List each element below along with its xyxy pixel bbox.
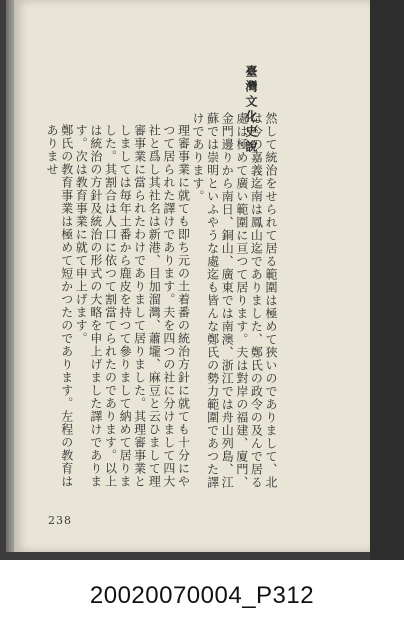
- running-head: 臺灣文化史說: [244, 65, 258, 155]
- body-text: [45, 112, 278, 496]
- paragraph: 然して統治をせられて居る範圍は極めて狹いのでありまして、北は今の嘉義迄南は鳳山迄でありました、鄭氏の政令の及んで居る處は極めて廣い範圍に亘つて居ります。夫は對岸の福建、廈門、金門邊りから南日、銅山、廣東では南澳、浙江では舟山列島、江蘇では崇明といふやうな處迄も皆んな鄭氏の勢力範圍であつた譯けであります。: [191, 112, 278, 489]
- image-caption: 20020070004_P312: [89, 582, 315, 609]
- page-number: 238: [48, 514, 72, 527]
- paragraph: 理審事業に就ても即ち元の土着番の統治方針に就ても十分にやつて居られた譯けであります。夫を四つの社に分けまして四大社と爲し其社名は新港、目加溜灣、蕭壠、麻豆と云ひまして理審事業に當られたわけでありまして居りました。其理審事業としましては毎年土番から鹿皮を持つて參りまして納めて居りました。其割合は人口に依つて割當てられたのであります。以上は統治の方針及統治の形式の大略を申上げました譯けであります。次は教育事業に就て申上げます。: [74, 124, 191, 488]
- paragraph: 鄭氏の教育事業は極めて短かつたのであります。左程の教育はありませ: [45, 124, 74, 488]
- page-edge-shadow: [370, 0, 404, 560]
